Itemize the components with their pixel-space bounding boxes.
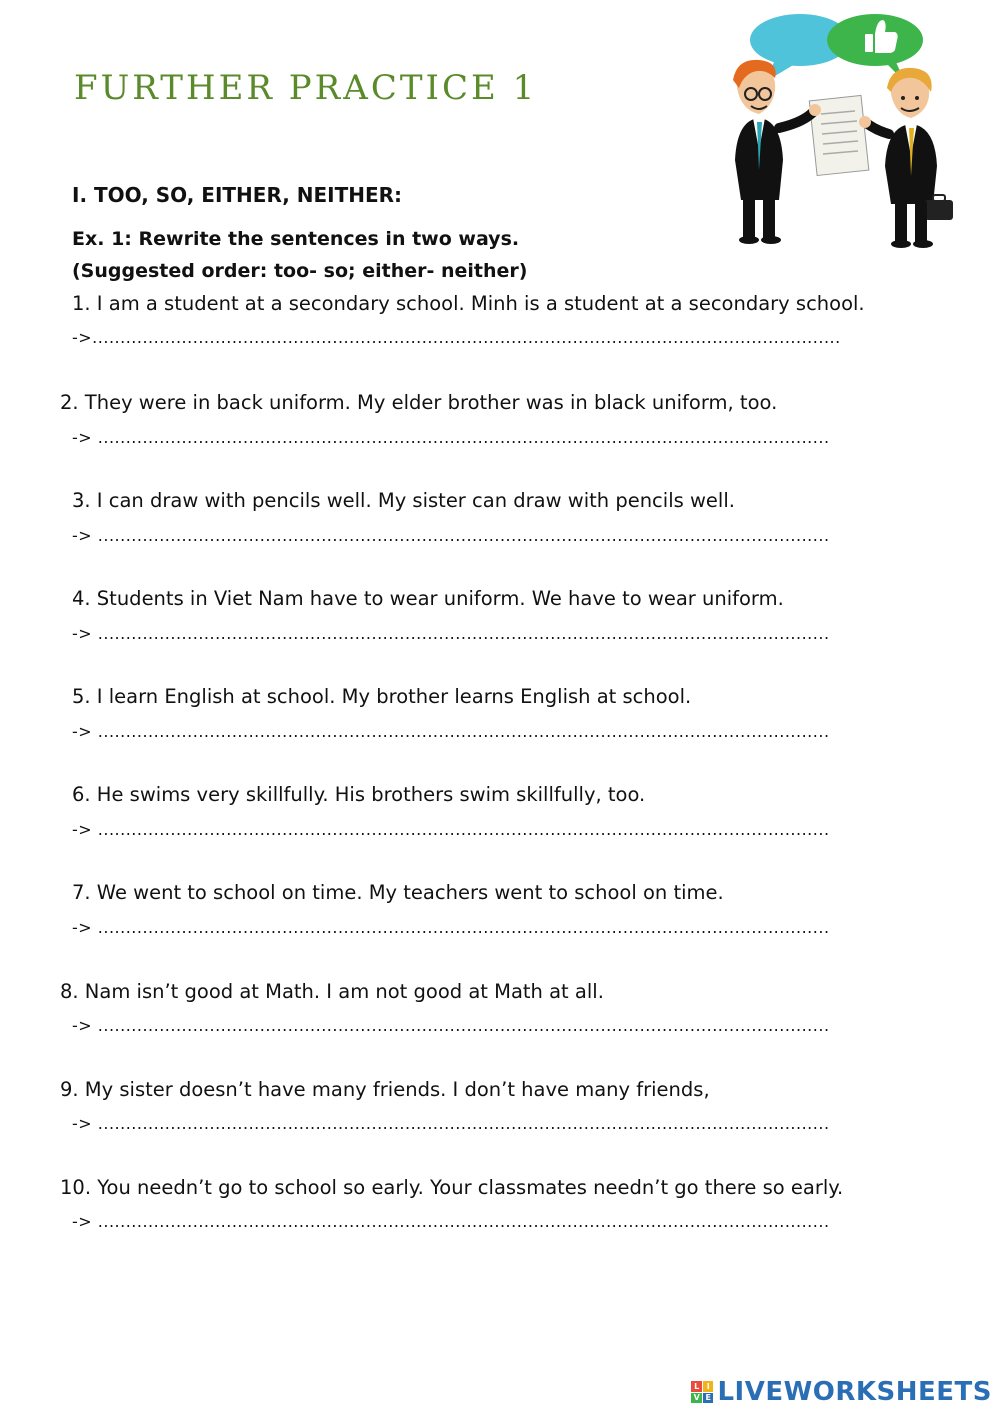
question-5: 5. I learn English at school. My brother learns English at school.	[72, 685, 692, 708]
answer-line-1[interactable]: ->......................................................................................................................................	[72, 328, 841, 347]
liveworksheets-brand	[691, 1377, 992, 1407]
liveworksheets-logo-icon	[691, 1381, 713, 1403]
question-6: 6. He swims very skillfully. His brothers swim skillfully, too.	[72, 783, 646, 806]
answer-line-9[interactable]: -> ...................................................................................................................................	[72, 1114, 830, 1133]
answer-line-2[interactable]: -> ...................................................................................................................................	[72, 428, 830, 447]
businessmen-illustration	[715, 10, 960, 255]
logo-letter: I	[703, 1381, 714, 1392]
brand-name: LIVEWORKSHEETS	[717, 1377, 992, 1407]
answer-line-8[interactable]: -> ...................................................................................................................................	[72, 1016, 830, 1035]
question-9: 9. My sister doesn’t have many friends. I don’t have many friends,	[60, 1078, 710, 1101]
logo-letter: L	[691, 1381, 702, 1392]
question-4: 4. Students in Viet Nam have to wear uniform. We have to wear uniform.	[72, 587, 784, 610]
question-1: 1. I am a student at a secondary school. Minh is a student at a secondary school.	[72, 292, 865, 315]
question-2: 2. They were in back uniform. My elder brother was in black uniform, too.	[60, 391, 778, 414]
right-businessman	[859, 68, 953, 248]
logo-letter: V	[691, 1393, 702, 1404]
exercise-note: (Suggested order: too- so; either- neither)	[72, 260, 528, 282]
answer-line-5[interactable]: -> ...................................................................................................................................	[72, 722, 830, 741]
section-heading: I. TOO, SO, EITHER, NEITHER:	[72, 183, 403, 207]
briefcase-icon	[925, 200, 953, 220]
page-title: FURTHER PRACTICE 1	[74, 68, 538, 108]
question-3: 3. I can draw with pencils well. My sister can draw with pencils well.	[72, 489, 735, 512]
left-businessman	[733, 60, 821, 244]
answer-line-6[interactable]: -> ...................................................................................................................................	[72, 820, 830, 839]
question-7: 7. We went to school on time. My teachers went to school on time.	[72, 881, 724, 904]
question-8: 8. Nam isn’t good at Math. I am not good at Math at all.	[60, 980, 604, 1003]
logo-letter: E	[703, 1393, 714, 1404]
answer-line-3[interactable]: -> ...................................................................................................................................	[72, 526, 830, 545]
exercise-title: Ex. 1: Rewrite the sentences in two ways.	[72, 228, 520, 250]
question-10: 10. You needn’t go to school so early. Your classmates needn’t go there so early.	[60, 1176, 844, 1199]
answer-line-10[interactable]: -> ...................................................................................................................................	[72, 1212, 830, 1231]
answer-line-4[interactable]: -> ...................................................................................................................................	[72, 624, 830, 643]
answer-line-7[interactable]: -> ...................................................................................................................................	[72, 918, 830, 937]
